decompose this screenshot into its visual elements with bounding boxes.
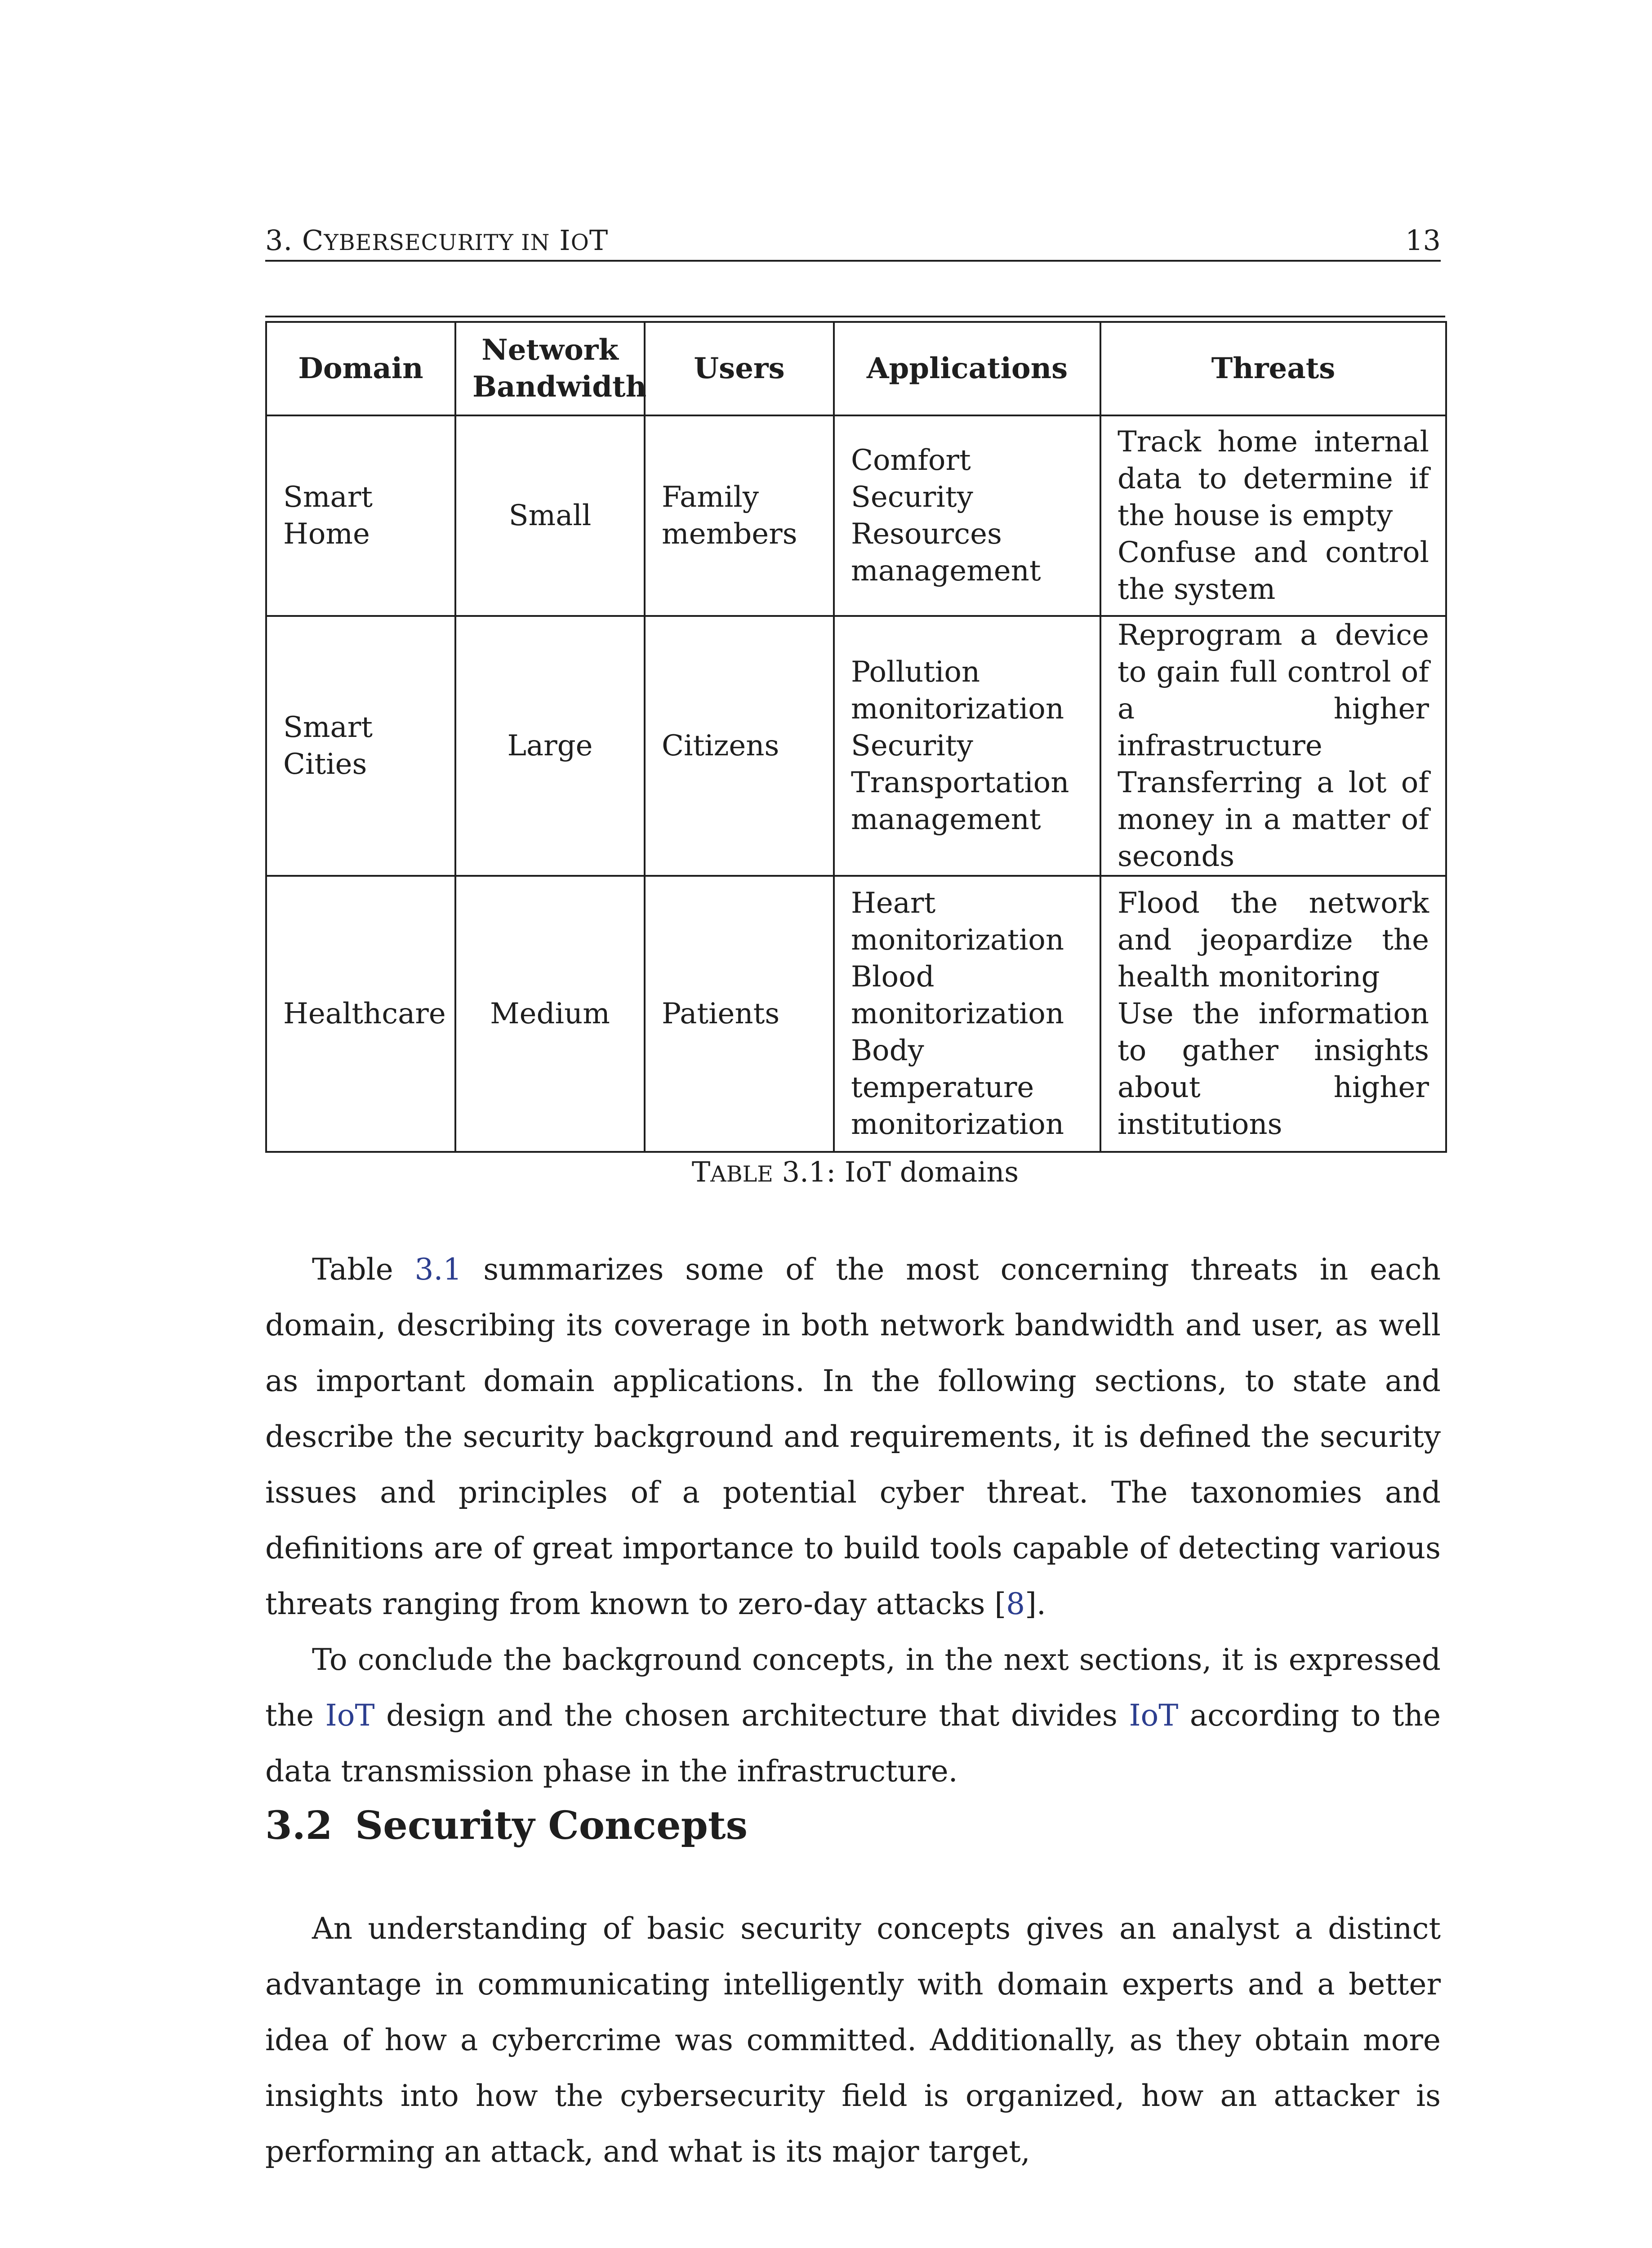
header-applications: Applications bbox=[834, 322, 1100, 415]
citation-link[interactable]: 8 bbox=[1006, 1587, 1025, 1621]
application-item: Transportation management bbox=[851, 766, 1069, 836]
cell-users: Patients bbox=[645, 876, 834, 1152]
table-header-row bbox=[266, 322, 1446, 415]
cell-domain: Smart Home bbox=[266, 415, 455, 616]
application-item: Heart monitorization bbox=[851, 887, 1064, 957]
acronym-link-iot[interactable]: IoT bbox=[1129, 1698, 1179, 1733]
application-item: Security bbox=[851, 729, 973, 763]
application-item: Body temperature monitorization bbox=[851, 1034, 1064, 1141]
running-header bbox=[265, 224, 1441, 262]
page-number: 13 bbox=[1405, 224, 1441, 257]
paragraph: Table 3.1 summarizes some of the most concerning threats in each domain, describing its coverage in both network bandwidth and user, as well as important domain applications. In the following sections, to state and describe the security background and requirements, it is defined the security issues and principles of a potential cyber threat. The taxonomies and definitions are of great importance to build tools capable of detecting various threats ranging from known to zero-day attacks [8]. bbox=[265, 1252, 1441, 1621]
cell-users: Citizens bbox=[645, 616, 834, 876]
chapter-title: 3. CYBERSECURITY IN IOT bbox=[265, 224, 609, 257]
cell-applications bbox=[834, 876, 1100, 1152]
body-text-lower bbox=[265, 1901, 1441, 2180]
table-top-rule bbox=[265, 316, 1445, 317]
threat-item: Confuse and control the system bbox=[1118, 536, 1429, 606]
cell-applications bbox=[834, 616, 1100, 876]
cell-bandwidth: Large bbox=[455, 616, 645, 876]
section-title: Security Concepts bbox=[355, 1803, 748, 1848]
acronym-link-iot[interactable]: IoT bbox=[325, 1698, 375, 1733]
cell-applications bbox=[834, 415, 1100, 616]
header-users: Users bbox=[645, 322, 834, 415]
iot-domains-table bbox=[265, 321, 1447, 1153]
table-reference-link[interactable]: 3.1 bbox=[414, 1252, 462, 1287]
header-threats: Threats bbox=[1100, 322, 1446, 415]
application-item: Blood monitorization bbox=[851, 960, 1064, 1030]
header-domain: Domain bbox=[266, 322, 455, 415]
application-item: Resources management bbox=[851, 517, 1041, 588]
cell-threats bbox=[1100, 415, 1446, 616]
threat-item: Flood the network and jeopardize the health monitoring bbox=[1118, 887, 1429, 994]
table-row bbox=[266, 415, 1446, 616]
header-network-bandwidth: Network Bandwidth bbox=[455, 322, 645, 415]
cell-users: Family members bbox=[645, 415, 834, 616]
threat-item: Transferring a lot of money in a matter of seconds bbox=[1118, 766, 1429, 873]
section-heading bbox=[265, 1803, 748, 1848]
cell-threats bbox=[1100, 876, 1446, 1152]
threat-item: Track home internal data to determine if the house is empty bbox=[1118, 425, 1429, 532]
application-item: Pollution monitorization bbox=[851, 656, 1064, 726]
section-number: 3.2 bbox=[265, 1803, 333, 1848]
body-text-upper bbox=[265, 1242, 1441, 1799]
cell-bandwidth: Medium bbox=[455, 876, 645, 1152]
cell-bandwidth: Small bbox=[455, 415, 645, 616]
threat-item: Reprogram a device to gain full control of a higher infrastructure bbox=[1118, 619, 1429, 763]
application-item: Security bbox=[851, 481, 973, 514]
cell-threats bbox=[1100, 616, 1446, 876]
paragraph: To conclude the background concepts, in the next sections, it is expressed the IoT design and the chosen architecture that divides IoT according to the data transmission phase in the infrastructure. bbox=[265, 1642, 1441, 1789]
cell-domain: Healthcare bbox=[266, 876, 455, 1152]
table-row bbox=[266, 876, 1446, 1152]
application-item: Comfort bbox=[851, 444, 971, 477]
table-caption: TABLE 3.1: IoT domains bbox=[691, 1155, 1019, 1188]
table-row bbox=[266, 616, 1446, 876]
paragraph: An understanding of basic security concepts gives an analyst a distinct advantage in communicating intelligently with domain experts and a better idea of how a cybercrime was committed. Additionally, as they obtain more insights into how the cybersecurity field is organized, how an attacker is performing an attack, and what is its major target, bbox=[265, 1911, 1441, 2169]
threat-item: Use the information to gather insights about higher institutions bbox=[1118, 997, 1429, 1141]
cell-domain: Smart Cities bbox=[266, 616, 455, 876]
